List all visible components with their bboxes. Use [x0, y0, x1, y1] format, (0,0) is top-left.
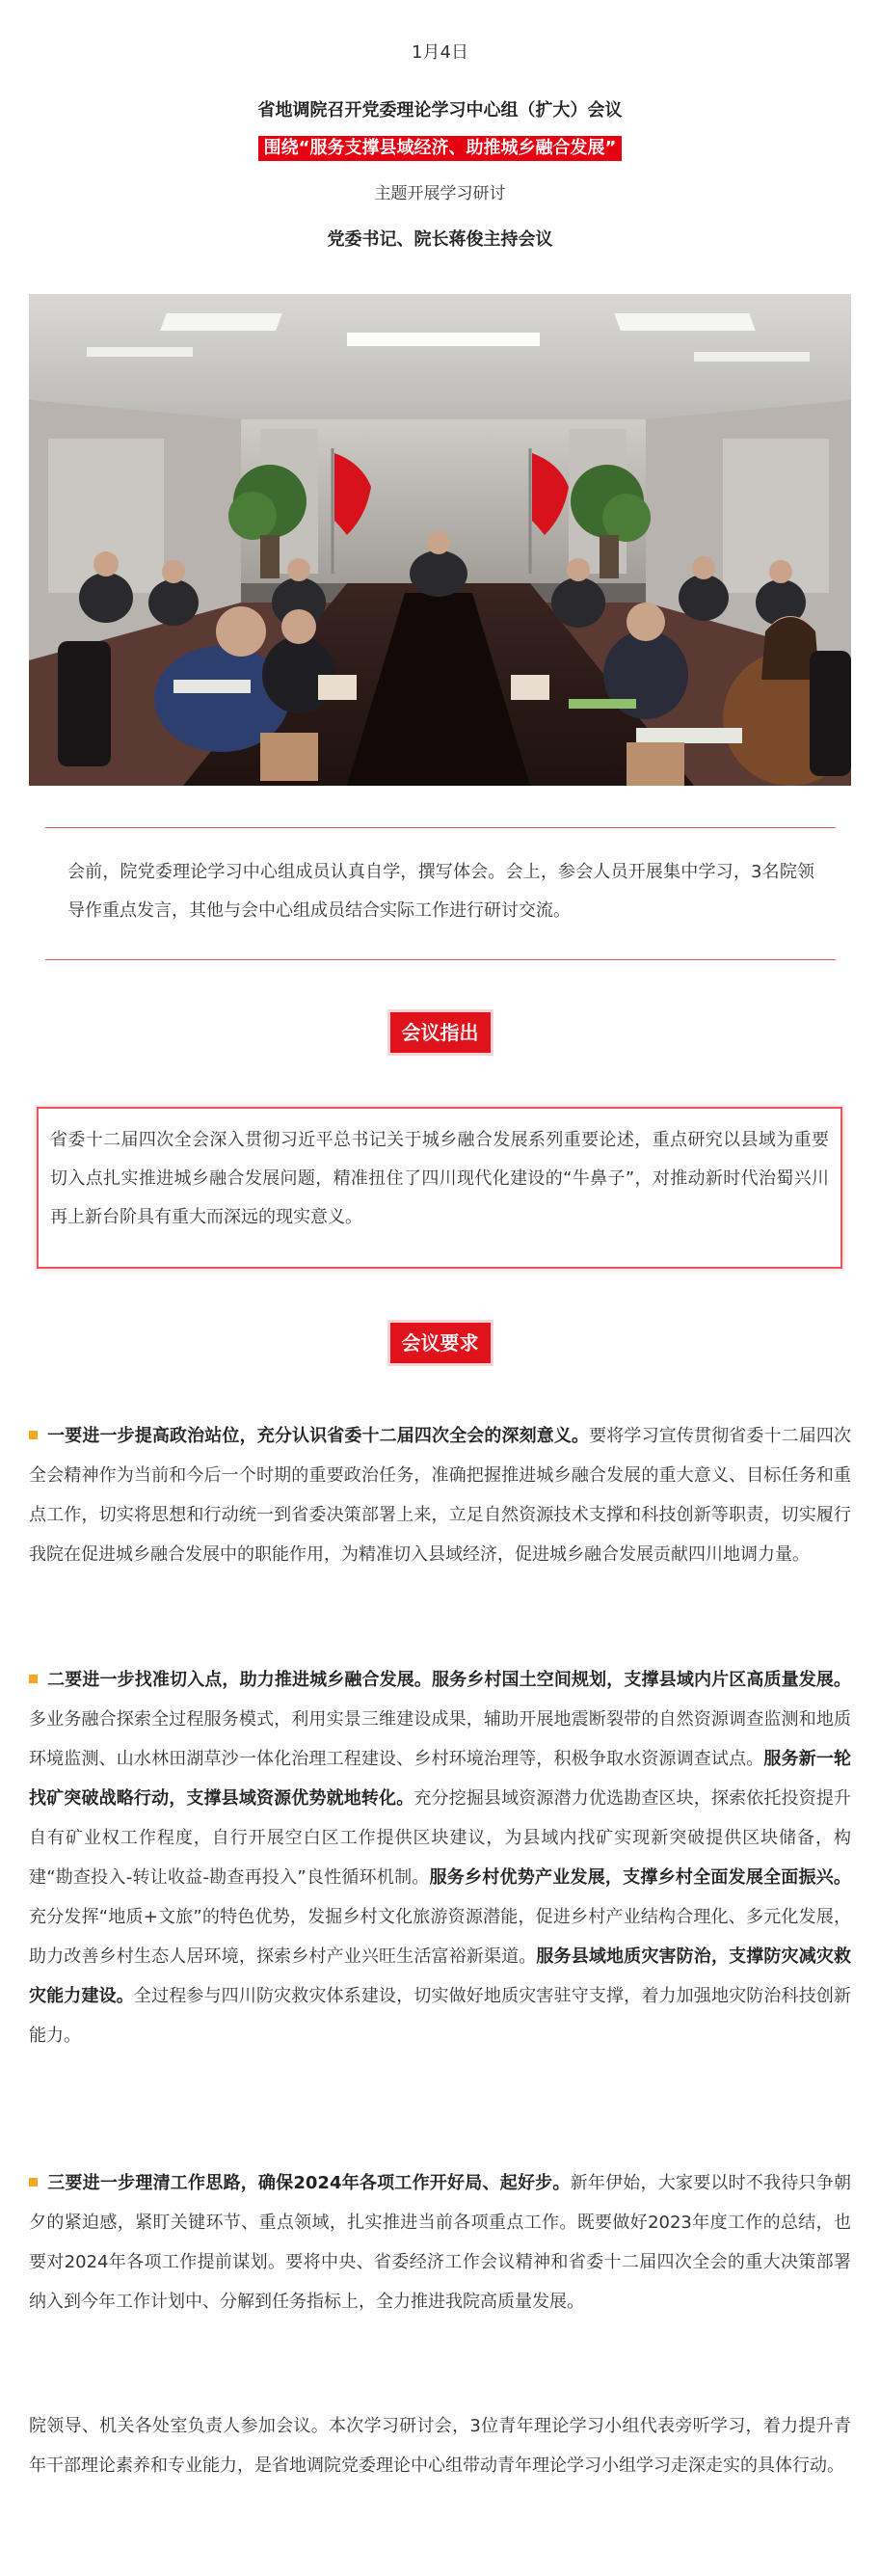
meeting-room-illustration [29, 294, 851, 786]
intro-paragraph: 会前，院党委理论学习中心组成员认真自学，撰写体会。会上，参会人员开展集中学习，3名院领导作重点发言，其他与会中心组成员结合实际工作进行研讨交流。 [67, 862, 814, 921]
theme-suffix: 主题开展学习研讨 [374, 184, 506, 203]
intro-top-rule [45, 827, 836, 828]
article-title: 省地调院召开党委理论学习中心组（扩大）会议 [257, 100, 623, 121]
article-header [0, 39, 880, 255]
section-badge-row-1 [0, 1012, 880, 1053]
bullet-icon [29, 1431, 38, 1439]
bullet-icon [29, 1675, 38, 1683]
requirement-paragraph-1 [29, 1416, 851, 1574]
bullet-icon [29, 2178, 38, 2187]
requirement-2-heading-c: 服务乡村优势产业发展，支撑乡村全面发展全面振兴。 [429, 1867, 852, 1888]
theme-highlight: 围绕“服务支撑县域经济、助推城乡融合发展” [258, 136, 623, 161]
article-date: 1月4日 [412, 42, 468, 63]
intro-bottom-rule [45, 959, 836, 960]
meeting-host: 党委书记、院长蒋俊主持会议 [327, 229, 553, 250]
requirement-2-heading-b: 服务新一轮找矿突破战略行动，支撑县域资源优势就地转化。 [29, 1749, 851, 1809]
requirement-3-heading: 三要进一步理清工作思路，确保2024年各项工作开好局、起好步。 [47, 2173, 571, 2193]
requirement-2-body-d: 全过程参与四川防灾救灾体系建设，切实做好地质灾害驻守支撑，着力加强地灾防治科技创新能力。 [29, 1986, 852, 2046]
requirement-1-heading: 一要进一步提高政治站位，充分认识省委十二届四次全会的深刻意义。 [47, 1426, 590, 1446]
requirement-2-body-b: 充分挖掘县域资源潜力优选勘查区块，探索依托投资提升自有矿业权工作程度，自行开展空白区工作提供区块建议，为县域内找矿实现新突破提供区块储备，构建“勘查投入-转让收益-勘查再投入”良性循环机制。 [29, 1788, 852, 1888]
requirement-2-heading-a: 二要进一步找准切入点，助力推进城乡融合发展。服务乡村国土空间规划，支撑县域内片区高质量发展。 [47, 1670, 851, 1690]
requirement-paragraph-2 [29, 1660, 851, 2055]
requirement-1-body: 要将学习宣传贯彻省委十二届四次全会精神作为当前和今后一个时期的重要政治任务，准确把握推进城乡融合发展的重大意义、目标任务和重点工作，切实将思想和行动统一到省委决策部署上来，立足自然资源技术支撑和科技创新等职责，切实履行我院在促进城乡融合发展中的职能作用，为精准切入县域经济，促进城乡融合发展贡献四川地调力量。 [29, 1426, 851, 1565]
section-badge-meeting-requirements: 会议要求 [390, 1323, 491, 1363]
closing-paragraph: 院领导、机关各处室负责人参加会议。本次学习研讨会，3位青年理论学习小组代表旁听学习，着力提升青年干部理论素养和专业能力，是省地调院党委理论中心组带动青年理论学习小组学习走深走实的具体行动。 [29, 2416, 851, 2476]
requirement-paragraph-3 [29, 2163, 851, 2321]
requirement-3-body: 新年伊始，大家要以时不我待只争朝夕的紧迫感，紧盯关键环节、重点领域，扎实推进当前各项重点工作。既要做好2023年度工作的总结，也要对2024年各项工作提前谋划。要将中央、省委经济工作会议精神和省委十二届四次全会的重大决策部署纳入到今年工作计划中、分解到任务指标上，全力推进我院高质量发展。 [29, 2173, 851, 2312]
section-badge-meeting-noted: 会议指出 [390, 1012, 491, 1053]
meeting-photo [29, 294, 851, 786]
section-badge-row-2 [0, 1323, 880, 1363]
requirement-2-heading-d: 服务县域地质灾害防治，支撑防灾减灾救灾能力建设。 [29, 1946, 852, 2006]
theme-highlight-row [0, 135, 880, 162]
noted-paragraph: 省委十二届四次全会深入贯彻习近平总书记关于城乡融合发展系列重要论述，重点研究以县域为重要切入点扎实推进城乡融合发展问题，精准扭住了四川现代化建设的“牛鼻子”，对推动新时代治蜀兴川再上新台阶具有重大而深远的现实意义。 [50, 1130, 829, 1227]
requirement-2-body-a: 多业务融合探索全过程服务模式，利用实景三维建设成果，辅助开展地震断裂带的自然资源调查监测和地质环境监测、山水林田湖草沙一体化治理工程建设、乡村环境治理等，积极争取水资源调查试点。 [29, 1709, 851, 1769]
requirement-2-body-c: 充分发挥“地质+文旅”的特色优势，发掘乡村文化旅游资源潜能，促进乡村产业结构合理化、多元化发展，助力改善乡村生态人居环境，探索乡村产业兴旺生活富裕新渠道。 [29, 1907, 851, 1967]
